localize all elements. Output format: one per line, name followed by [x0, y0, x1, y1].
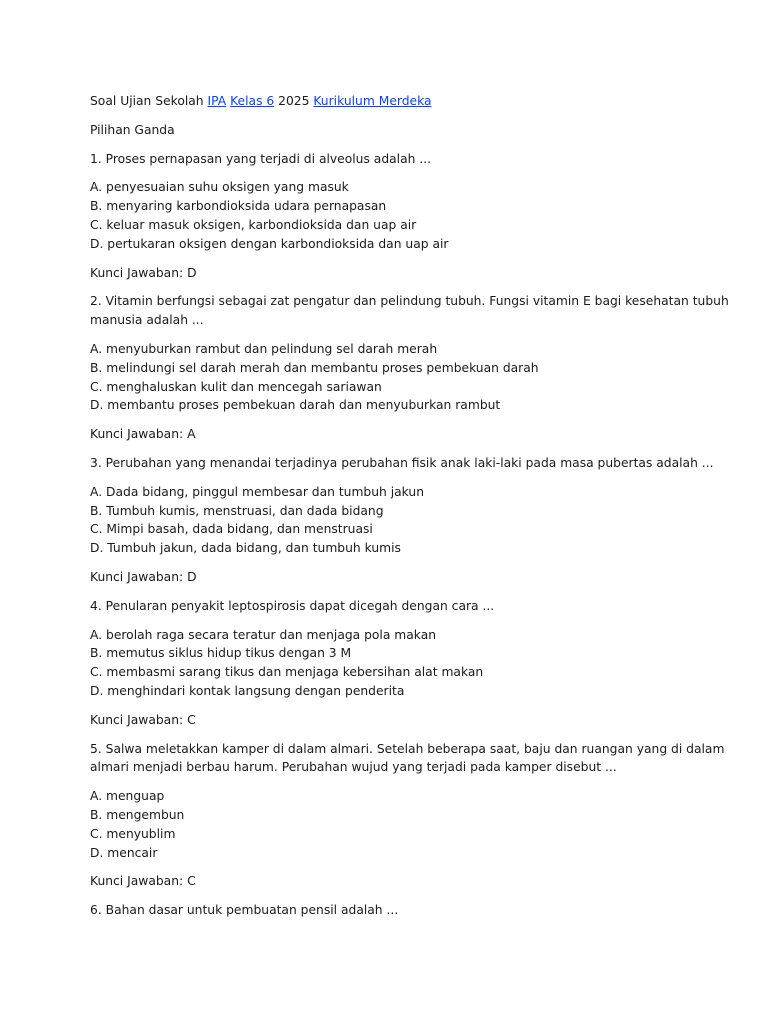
question-4-answer: Kunci Jawaban: C [90, 712, 196, 727]
question-2-text-line-1: 2. Vitamin berfungsi sebagai zat pengatur dan pelindung tubuh. Fungsi vitamin E bagi kesehatan tubuh [90, 294, 729, 309]
question-5-option-c: C. menyublim [90, 826, 176, 841]
question-4-option-d: D. menghindari kontak langsung dengan penderita [90, 683, 405, 698]
question-1-text: 1. Proses pernapasan yang terjadi di alveolus adalah ... [90, 151, 432, 166]
question-5-text-line-1: 5. Salwa meletakkan kamper di dalam almari. Setelah beberapa saat, baju dan ruangan yang di dalam [90, 741, 725, 756]
question-1-option-b: B. menyaring karbondioksida udara pernapasan [90, 199, 387, 214]
question-5-option-b: B. mengembun [90, 807, 185, 822]
question-4-option-a: A. berolah raga secara teratur dan menjaga pola makan [90, 627, 437, 642]
question-2-text-line-2: manusia adalah ... [90, 313, 204, 328]
link-ipa[interactable]: IPA [207, 94, 227, 108]
question-4-option-b: B. memutus siklus hidup tikus dengan 3 M [90, 646, 352, 661]
question-2-option-a: A. menyuburkan rambut dan pelindung sel darah merah [90, 341, 438, 356]
question-2-options [90, 340, 690, 415]
question-3-answer: Kunci Jawaban: D [90, 569, 197, 584]
question-1-option-d: D. pertukaran oksigen dengan karbondioksida dan uap air [90, 236, 449, 251]
question-5-answer: Kunci Jawaban: C [90, 874, 196, 889]
question-2-option-d: D. membantu proses pembekuan darah dan menyuburkan rambut [90, 398, 501, 413]
question-2-option-c: C. menghaluskan kulit dan mencegah sariawan [90, 379, 382, 394]
question-5-option-d: D. mencair [90, 845, 158, 860]
link-kelas[interactable]: Kelas 6 [230, 94, 275, 108]
question-5-options [90, 787, 690, 862]
document-page [90, 92, 729, 930]
question-3-option-a: A. Dada bidang, pinggul membesar dan tumbuh jakun [90, 484, 425, 499]
question-3-option-d: D. Tumbuh jakun, dada bidang, dan tumbuh kumis [90, 541, 401, 556]
question-3-option-b: B. Tumbuh kumis, menstruasi, dan dada bidang [90, 503, 384, 518]
title-prefix: Soal Ujian Sekolah [90, 94, 204, 108]
question-5-text [90, 740, 725, 778]
question-2-text [90, 292, 729, 330]
question-1-option-c: C. keluar masuk oksigen, karbondioksida dan uap air [90, 217, 417, 232]
section-title: Pilihan Ganda [90, 122, 175, 137]
question-1-answer: Kunci Jawaban: D [90, 265, 197, 280]
question-4-option-c: C. membasmi sarang tikus dan menjaga kebersihan alat makan [90, 665, 484, 680]
question-2-answer: Kunci Jawaban: A [90, 427, 196, 442]
question-3-options [90, 483, 690, 558]
question-4-options [90, 626, 690, 701]
question-3-text: 3. Perubahan yang menandai terjadinya perubahan fisik anak laki-laki pada masa pubertas adalah ... [90, 455, 714, 470]
question-5-option-a: A. menguap [90, 789, 165, 804]
question-5-text-line-2: almari menjadi berbau harum. Perubahan wujud yang terjadi pada kamper disebut ... [90, 760, 617, 775]
question-3-option-c: C. Mimpi basah, dada bidang, dan menstruasi [90, 522, 373, 537]
document-title [90, 92, 690, 111]
question-1-options [90, 178, 690, 253]
question-1-option-a: A. penyesuaian suhu oksigen yang masuk [90, 180, 349, 195]
question-6-text: 6. Bahan dasar untuk pembuatan pensil adalah ... [90, 903, 399, 918]
question-2-option-b: B. melindungi sel darah merah dan membantu proses pembekuan darah [90, 360, 539, 375]
title-year: 2025 [278, 94, 310, 108]
question-4-text: 4. Penularan penyakit leptospirosis dapat dicegah dengan cara ... [90, 598, 495, 613]
link-kurikulum[interactable]: Kurikulum Merdeka [313, 94, 432, 108]
